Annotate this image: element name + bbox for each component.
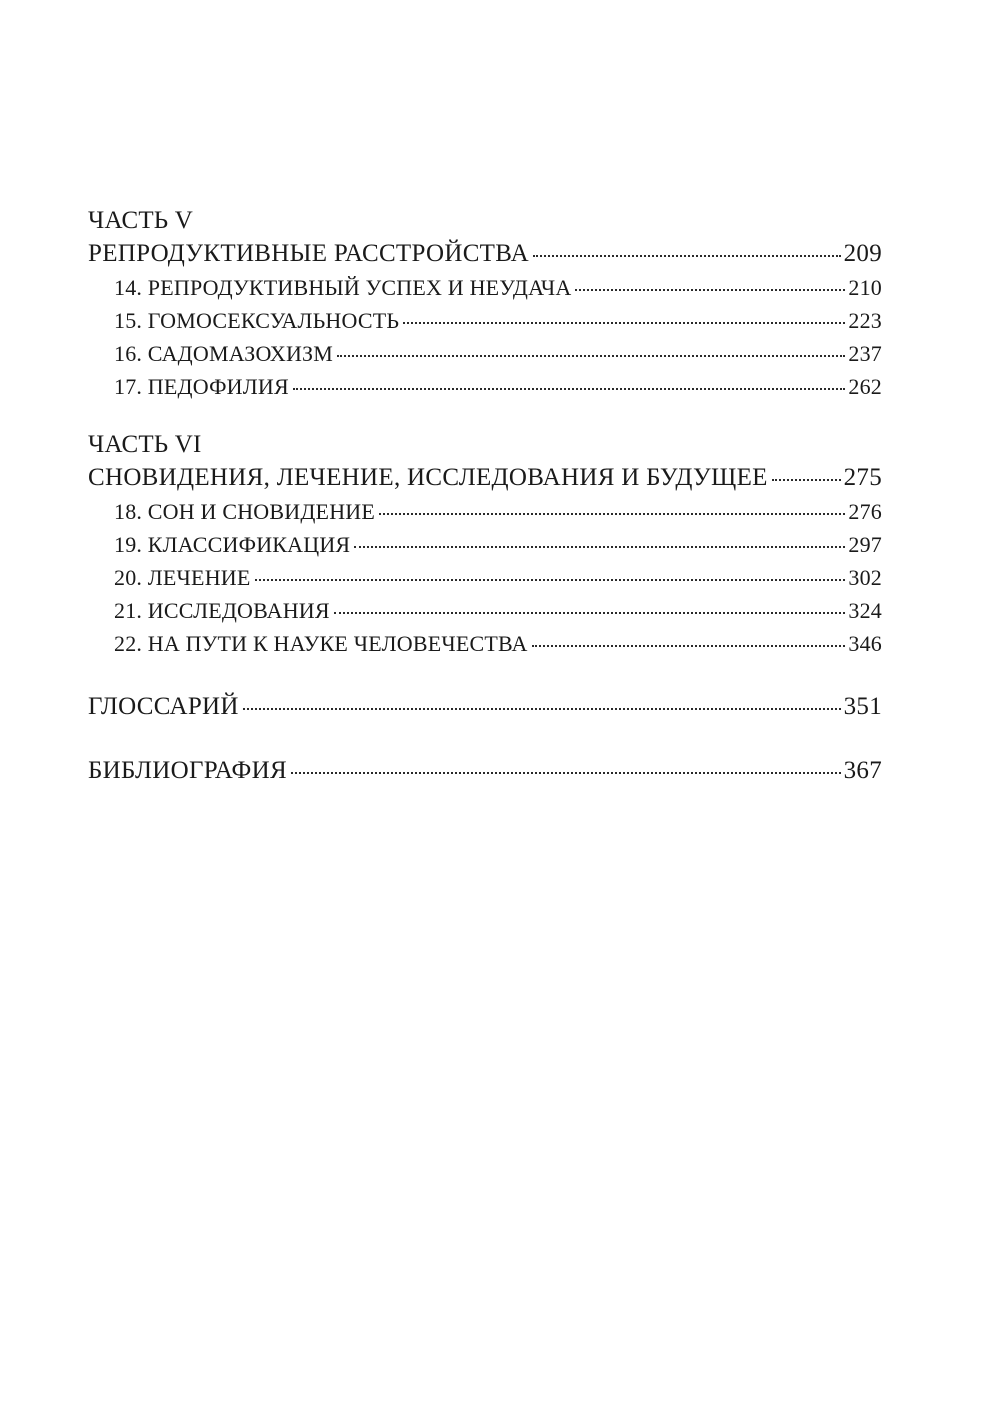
chapter-title: 20. ЛЕЧЕНИЕ	[114, 565, 251, 590]
toc-chapter-entry[interactable]	[88, 528, 882, 561]
page-number: 275	[843, 464, 882, 491]
toc-chapter-entry[interactable]	[88, 370, 882, 403]
toc-section-entry[interactable]	[88, 237, 882, 271]
page-number: 351	[843, 693, 882, 720]
toc-glossary-entry[interactable]	[88, 690, 882, 724]
chapter-title: 22. НА ПУТИ К НАУКЕ ЧЕЛОВЕЧЕСТВА	[114, 631, 528, 656]
page-number: 297	[848, 532, 882, 557]
page-number: 223	[848, 308, 882, 333]
page-number: 237	[848, 341, 882, 366]
section-title: БИБЛИОГРАФИЯ	[88, 757, 287, 784]
page-number: 367	[843, 757, 882, 784]
chapter-title: 17. ПЕДОФИЛИЯ	[114, 374, 289, 399]
part-heading: ЧАСТЬ VI	[88, 431, 202, 458]
dot-leader	[379, 513, 845, 515]
chapter-title: 18. СОН И СНОВИДЕНИЕ	[114, 499, 376, 524]
dot-leader	[575, 289, 845, 291]
dot-leader	[403, 322, 845, 324]
dot-leader	[243, 708, 841, 710]
section-title: РЕПРОДУКТИВНЫЕ РАССТРОЙСТВА	[88, 240, 530, 267]
page-number: 276	[848, 499, 882, 524]
chapter-title: 19. КЛАССИФИКАЦИЯ	[114, 532, 351, 557]
dot-leader	[291, 772, 841, 774]
page-number: 346	[848, 631, 882, 656]
spacer	[88, 724, 882, 754]
chapter-title: 16. САДОМАЗОХИЗМ	[114, 341, 334, 366]
table-of-contents	[88, 205, 882, 788]
page-number: 262	[848, 374, 882, 399]
section-title: СНОВИДЕНИЯ, ЛЕЧЕНИЕ, ИССЛЕДОВАНИЯ И БУДУЩЕЕ	[88, 464, 768, 491]
dot-leader	[532, 645, 846, 647]
dot-leader	[354, 546, 845, 548]
chapter-title: 14. РЕПРОДУКТИВНЫЙ УСПЕХ И НЕУДАЧА	[114, 275, 572, 300]
part-heading: ЧАСТЬ V	[88, 207, 194, 234]
toc-chapter-entry[interactable]	[88, 594, 882, 627]
page-number: 324	[848, 598, 882, 623]
toc-section-entry[interactable]	[88, 461, 882, 495]
toc-chapter-entry[interactable]	[88, 495, 882, 528]
spacer	[88, 403, 882, 429]
page-number: 210	[848, 275, 882, 300]
dot-leader	[533, 255, 841, 257]
toc-chapter-entry[interactable]	[88, 337, 882, 370]
spacer	[88, 660, 882, 690]
dot-leader	[293, 388, 846, 390]
toc-chapter-entry[interactable]	[88, 627, 882, 660]
dot-leader	[255, 579, 846, 581]
dot-leader	[334, 612, 846, 614]
toc-chapter-entry[interactable]	[88, 271, 882, 304]
chapter-title: 15. ГОМОСЕКСУАЛЬНОСТЬ	[114, 308, 400, 333]
page-number: 209	[843, 240, 882, 267]
toc-chapter-entry[interactable]	[88, 561, 882, 594]
page-number: 302	[848, 565, 882, 590]
chapter-title: 21. ИССЛЕДОВАНИЯ	[114, 598, 330, 623]
toc-bibliography-entry[interactable]	[88, 754, 882, 788]
toc-chapter-entry[interactable]	[88, 304, 882, 337]
dot-leader	[772, 479, 841, 481]
dot-leader	[337, 355, 845, 357]
section-title: ГЛОССАРИЙ	[88, 693, 239, 720]
